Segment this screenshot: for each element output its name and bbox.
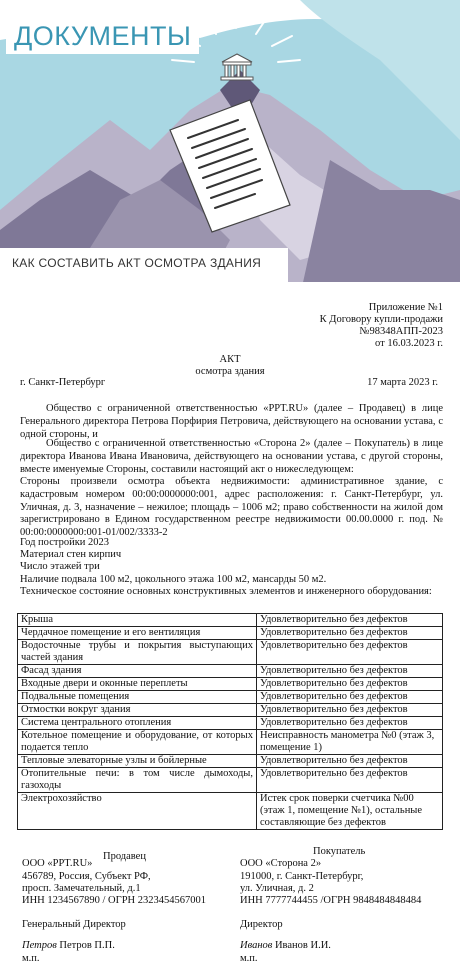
element-cell: Система центрального отопления xyxy=(18,717,257,730)
buyer-signature: Иванов xyxy=(240,940,273,951)
buyer-heading: Покупатель xyxy=(313,846,366,857)
seller-ids: ИНН 1234567890 / ОГРН 2323454567001 xyxy=(22,895,206,906)
element-cell: Водосточные трубы и покрытия выступающих частей здания xyxy=(18,640,257,665)
seller-signature: Петров xyxy=(22,940,57,951)
state-cell: Удовлетворительно без дефектов xyxy=(257,704,443,717)
table-row xyxy=(18,640,443,665)
seller-sign-line xyxy=(22,940,115,952)
table-row xyxy=(18,691,443,704)
appendix-line: Приложение №1 xyxy=(368,302,443,313)
buyer-address-1: 191000, г. Санкт-Петербург, xyxy=(240,871,364,882)
state-cell: Удовлетворительно без дефектов xyxy=(257,614,443,627)
contract-date: от 16.03.2023 г. xyxy=(375,338,443,349)
seller-address-2: просп. Замечательный, д.1 xyxy=(22,883,141,894)
element-cell: Котельное помещение и оборудование, от которых подается тепло xyxy=(18,730,257,755)
inspection-table xyxy=(17,613,443,830)
table-row xyxy=(18,614,443,627)
table-row xyxy=(18,768,443,793)
element-cell: Фасад здания xyxy=(18,665,257,678)
paragraph-seller: Общество с ограниченной ответственностью «PPT.RU» (далее – Продавец) в лице Генерального директора Петрова Порфирия Петровича, действующего на основании устава, с одной стороны, и xyxy=(20,403,443,440)
state-cell: Удовлетворительно без дефектов xyxy=(257,640,443,665)
header-banner xyxy=(0,0,460,296)
element-cell: Чердачное помещение и его вентиляция xyxy=(18,627,257,640)
state-cell: Удовлетворительно без дефектов xyxy=(257,755,443,768)
act-title: АКТ xyxy=(219,354,241,365)
element-cell: Крыша xyxy=(18,614,257,627)
state-cell: Истек срок поверки счетчика №00 (этаж 1, помещение №1), остальные составляющие без дефектов xyxy=(257,793,443,830)
buyer-name: ООО «Сторона 2» xyxy=(240,858,322,869)
table-row xyxy=(18,755,443,768)
element-cell: Входные двери и оконные переплеты xyxy=(18,678,257,691)
build-year: Год постройки 2023 xyxy=(20,537,110,548)
state-cell: Удовлетворительно без дефектов xyxy=(257,768,443,793)
element-cell: Отмостки вокруг здания xyxy=(18,704,257,717)
buyer-position: Директор xyxy=(240,919,283,930)
element-cell: Электрохозяйство xyxy=(18,793,257,830)
buyer-ids: ИНН 7777744455 /ОГРН 9848484848484 xyxy=(240,895,422,906)
element-cell: Тепловые элеваторные узлы и бойлерные xyxy=(18,755,257,768)
contract-number: №98348АПП-2023 xyxy=(359,326,443,337)
element-cell: Отопительные печи: в том числе дымоходы, газоходы xyxy=(18,768,257,793)
act-subtitle: осмотра здания xyxy=(195,366,265,377)
paragraph-object: Стороны произвели осмотра объекта недвижимости: административное здание, с кадастровым номером 00:00:0000000:001, адрес расположения: г. Санкт-Петербург, ул. Уличная, д. 3, назначение – нежилое; площадь – 1006 м2; право собственности на жилой дом зарегистрировано в Едином государственном реестре недвижимости 00.00.0000 г. под. № 00:00:0000000:001-01/002/3333-2 xyxy=(20,476,443,539)
table-row xyxy=(18,704,443,717)
buyer-sign-line xyxy=(240,940,331,952)
state-cell: Неисправность манометра №0 (этаж 3, помещение 1) xyxy=(257,730,443,755)
brand-label: ДОКУМЕНТЫ xyxy=(6,18,199,54)
seller-position: Генеральный Директор xyxy=(22,919,126,930)
state-cell: Удовлетворительно без дефектов xyxy=(257,678,443,691)
state-cell: Удовлетворительно без дефектов xyxy=(257,691,443,704)
table-row xyxy=(18,793,443,830)
table-row xyxy=(18,627,443,640)
place: г. Санкт-Петербург xyxy=(20,377,106,388)
article-subtitle: КАК СОСТАВИТЬ АКТ ОСМОТРА ЗДАНИЯ xyxy=(12,256,262,270)
seller-stamp: м.п. xyxy=(22,953,40,964)
buyer-signer: Иванов И.И. xyxy=(274,940,331,951)
table-row xyxy=(18,665,443,678)
paragraph-buyer: Общество с ограниченной ответственностью «Сторона 2» (далее – Покупатель) в лице директора Иванова Ивана Ивановича, действующего на основании устава, с другой стороны, вместе именуемые Стороны, составили настоящий акт о нижеследующем: xyxy=(20,438,443,475)
tech-state-intro: Техническое состояние основных конструктивных элементов и инженерного оборудования: xyxy=(20,586,432,597)
state-cell: Удовлетворительно без дефектов xyxy=(257,717,443,730)
state-cell: Удовлетворительно без дефектов xyxy=(257,627,443,640)
table-row xyxy=(18,730,443,755)
floor-count: Число этажей три xyxy=(20,561,100,572)
buyer-address-2: ул. Уличная, д. 2 xyxy=(240,883,314,894)
contract-line: К Договору купли-продажи xyxy=(319,314,443,325)
table-row xyxy=(18,717,443,730)
wall-material: Материал стен кирпич xyxy=(20,549,122,560)
buyer-stamp: м.п. xyxy=(240,953,258,964)
table-row xyxy=(18,678,443,691)
seller-signer: Петров П.П. xyxy=(59,940,115,951)
act-date: 17 марта 2023 г. xyxy=(367,377,438,388)
element-cell: Подвальные помещения xyxy=(18,691,257,704)
seller-heading: Продавец xyxy=(103,851,146,862)
seller-name: ООО «PPT.RU» xyxy=(22,858,93,869)
state-cell: Удовлетворительно без дефектов xyxy=(257,665,443,678)
basement-info: Наличие подвала 100 м2, цокольного этажа 100 м2, мансарды 50 м2. xyxy=(20,574,327,585)
seller-address-1: 456789, Россия, Субъект РФ, xyxy=(22,871,151,882)
